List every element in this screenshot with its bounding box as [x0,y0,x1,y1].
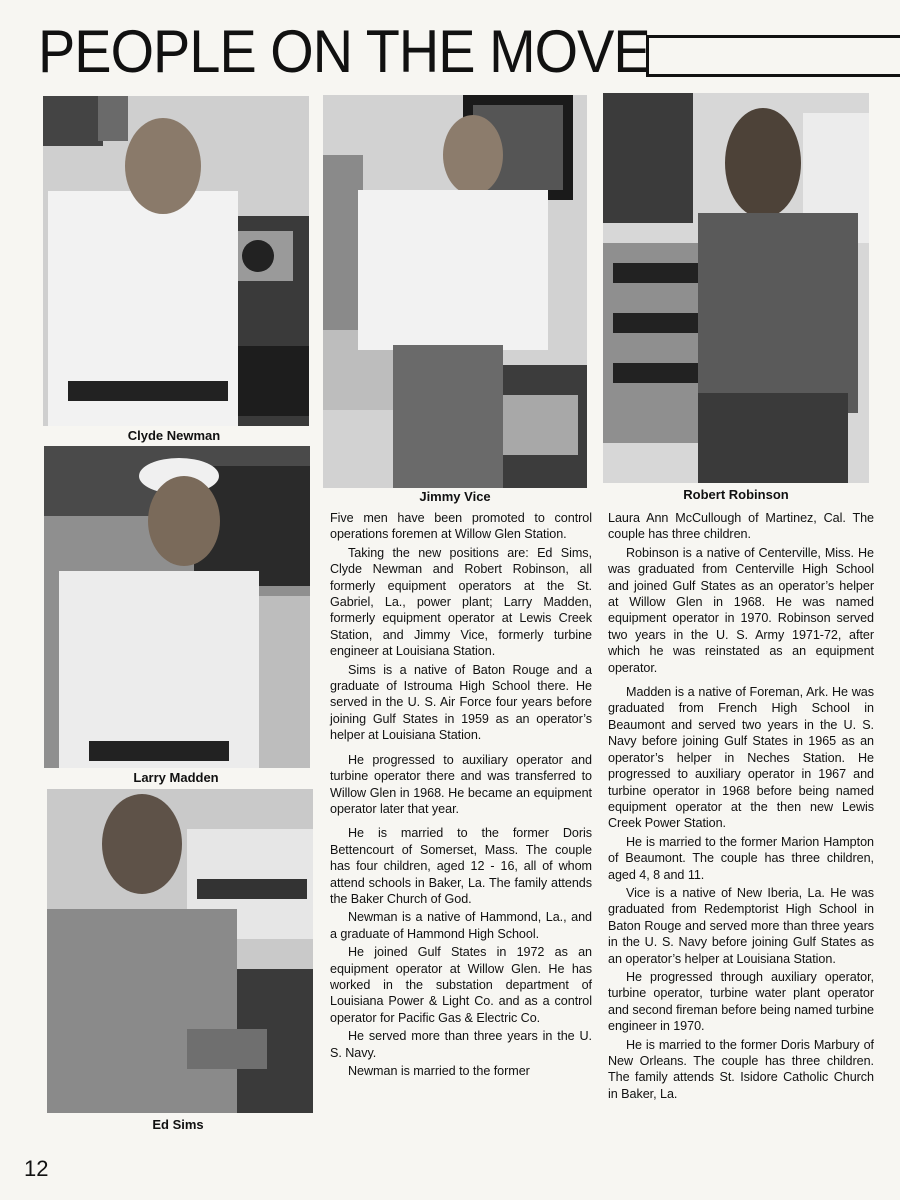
article-paragraph: Robinson is a native of Centerville, Miss. He was graduated from Centerville High School and joined Gulf States as an operator’s helper at Willow Glen in 1968. He was named equipment operator in 1970. Robinson served two years in the U. S. Army 1971-72, after which he was reinstated as an equipment operator. [608,545,874,675]
article-paragraph: He joined Gulf States in 1972 as an equipment operator at Willow Glen. He has worked in the substation department of Louisiana Power & Light Co. and as a control operator for Pacific Gas & Electric Co. [330,945,592,1025]
article-paragraph: He is married to the former Marion Hampton of Beaumont. The couple has three children, aged 4, 8 and 11. [608,834,874,882]
article-paragraph: Newman is a native of Hammond, La., and a graduate of Hammond High School. [330,910,592,941]
article-paragraph: He progressed through auxiliary operator, turbine operator, turbine water plant operator and second fireman before being named turbine engineer in 1970. [608,969,874,1034]
caption-robert-robinson: Robert Robinson [683,487,789,502]
article-paragraph: Vice is a native of New Iberia, La. He was graduated from Redemptorist High School in Baton Rouge and served more than three years in the U. S. Navy before joining Gulf States as an operator’s helper at Louisiana Station. [608,885,874,966]
photo-robert-robinson [603,93,869,483]
article-paragraph: He served more than three years in the U. S. Navy. [330,1029,592,1060]
article-paragraph: Newman is married to the former [348,1064,530,1078]
article-paragraph: He progressed to auxiliary operator and turbine operator there and was transferred to Willow Glen in 1968. He became an equipment operator later that year. [330,752,592,816]
article-paragraph: Five men have been promoted to control operations foremen at Willow Glen Station. [330,511,592,542]
article-paragraph: He is married to the former Doris Bettencourt of Somerset, Mass. The couple has four children, aged 12 - 16, all of whom attend schools in Baker, La. The family attends the Baker Church of God. [330,826,592,906]
photo-jimmy-vice [323,95,587,488]
title-rule-box [646,35,900,77]
page-title: PEOPLE ON THE MOVE [38,18,650,85]
article-paragraph: Laura Ann McCullough of Martinez, Cal. The couple has three children. [608,511,874,542]
photo-larry-madden [44,446,310,768]
caption-larry-madden: Larry Madden [133,770,219,785]
article-paragraph: Madden is a native of Foreman, Ark. He was graduated from French High School in Beaumont and served two years in the U. S. Navy before joining Gulf States in 1965 as an operator’s helper in Neches Station. He progressed to auxiliary operator in 1967 and turbine operator in 1968 before being named equipment operator at the then new Lewis Creek Power Station. [608,685,874,831]
page-number: 12 [24,1156,49,1181]
article-paragraph: Sims is a native of Baton Rouge and a graduate of Istrouma High School there. He served in the U. S. Air Force four years before joining Gulf States in 1959 as an operator’s helper at Louisiana Station. [330,662,592,743]
caption-jimmy-vice: Jimmy Vice [419,489,491,504]
caption-clyde-newman: Clyde Newman [127,428,221,443]
article-paragraph: He is married to the former Doris Marbury of New Orleans. The couple has three children. The family attends St. Isidore Catholic Church in Baker, La. [608,1037,874,1101]
article-column-2 [608,510,874,1104]
article-paragraph: Taking the new positions are: Ed Sims, Clyde Newman and Robert Robinson, all formerly equipment operators at the St. Gabriel, La., power plant; Larry Madden, formerly equipment operator at Lewis Creek Station, and Jimmy Vice, formerly turbine engineer at Louisiana Station. [330,545,592,659]
caption-ed-sims: Ed Sims [152,1117,204,1132]
photo-clyde-newman [43,96,309,426]
photo-ed-sims [47,789,313,1113]
article-column-1 [330,510,592,1081]
